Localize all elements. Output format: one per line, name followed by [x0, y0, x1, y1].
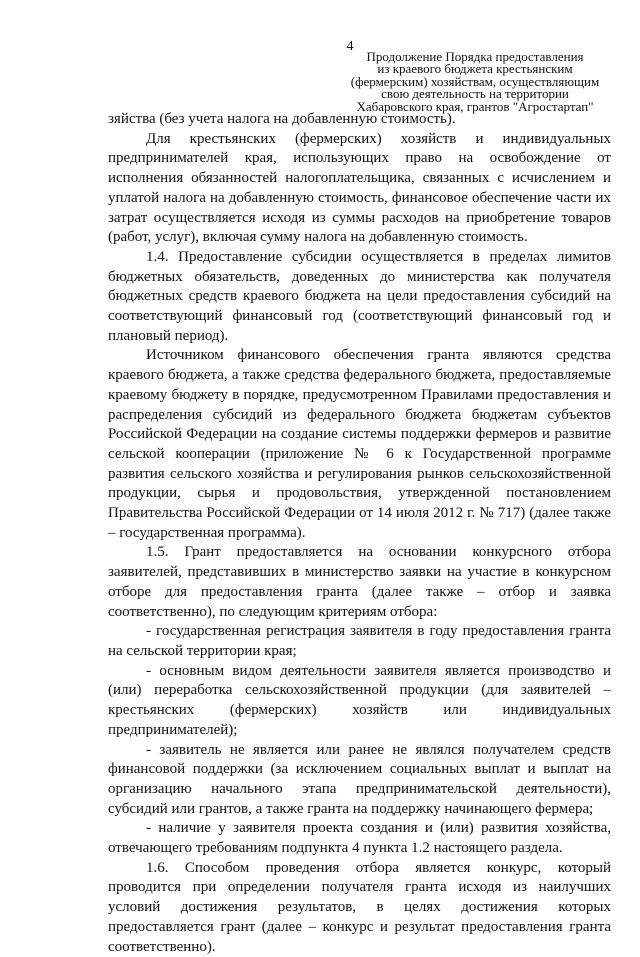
- header-line: Продолжение Порядка предоставления: [366, 49, 584, 64]
- criteria-item: - заявитель не является или ранее не являлся получателем средств финансовой поддержки (за исключением социальных выплат и выплат на организацию начального этапа предпринимательской деятельности), субсидий или грантов, а также гранта на поддержку начинающего фермера;: [108, 741, 611, 817]
- paragraph-1-6: 1.6. Способом проведения отбора является конкурс, который проводится при определении получателя гранта исходя из наилучших условий достижения результатов, в целях достижения которых предоставляется грант (далее – конкурс и результат предоставления гранта соответственно).: [108, 859, 611, 955]
- paragraph: Источником финансового обеспечения гранта являются средства краевого бюджета, а также средства федерального бюджета, предоставляемые краевому бюджету в порядке, предусмотренном Правилами предоставления и распределения субсидий из федерального бюджета бюджетам субъектов Российской Федерации на создание системы поддержки фермеров и развитие сельской кооперации (приложение № 6 к Государственной программе развития сельского хозяйства и регулирования рынков сельскохозяйственной продукции, сырья и продовольствия, утвержденной постановлением Правительства Российской Федерации от 14 июля 2012 г. № 717) (далее также – государственная программа).: [108, 347, 611, 541]
- document-header: [340, 51, 610, 113]
- paragraph-continuation: зяйства (без учета налога на добавленную стоимость).: [108, 111, 456, 127]
- paragraph-1-5: 1.5. Грант предоставляется на основании конкурсного отбора заявителей, представивших в министерство заявки на участие в конкурсном отборе для предоставления гранта (далее также – отбор и заявка соответственно), по следующим критериям отбора:: [108, 544, 611, 620]
- criteria-item: - наличие у заявителя проекта создания и (или) развития хозяйства, отвечающего требованиям подпункта 4 пункта 1.2 настоящего раздела.: [108, 820, 611, 857]
- header-line: свою деятельность на территории: [381, 86, 569, 102]
- paragraph: Для крестьянских (фермерских) хозяйств и индивидуальных предпринимателей края, использующих право на освобождение от исполнения обязанностей налогоплательщика, связанных с исчислением и уплатой налога на добавленную стоимость, финансовое обеспечение части их затрат осуществляется исходя из суммы расходов на приобретение товаров (работ, услуг), включая сумму налога на добавленную стоимость.: [108, 130, 611, 246]
- header-line: (фермерским) хозяйствам, осуществляющим: [350, 73, 600, 89]
- header-line: Хабаровского края, грантов "Агростартап": [356, 98, 594, 114]
- criteria-item: - основным видом деятельности заявителя является производство и (или) переработка сельскохозяйственной продукции (для заявителей – крестьянских (фермерских) хозяйств или индивидуальных предпринимателей);: [108, 662, 611, 738]
- header-line: из краевого бюджета крестьянским: [377, 61, 573, 77]
- criteria-item: - государственная регистрация заявителя в году предоставления гранта на сельской территории края;: [108, 623, 611, 659]
- page-number: 4: [346, 39, 354, 54]
- paragraph-1-4: 1.4. Предоставление субсидии осуществляется в пределах лимитов бюджетных обязательств, доведенных до министерства как получателя бюджетных средств краевого бюджета на цели предоставления субсидий на соответствующий финансовый год (соответствующий финансовый год и плановый период).: [108, 248, 611, 344]
- document-body: [108, 110, 611, 957]
